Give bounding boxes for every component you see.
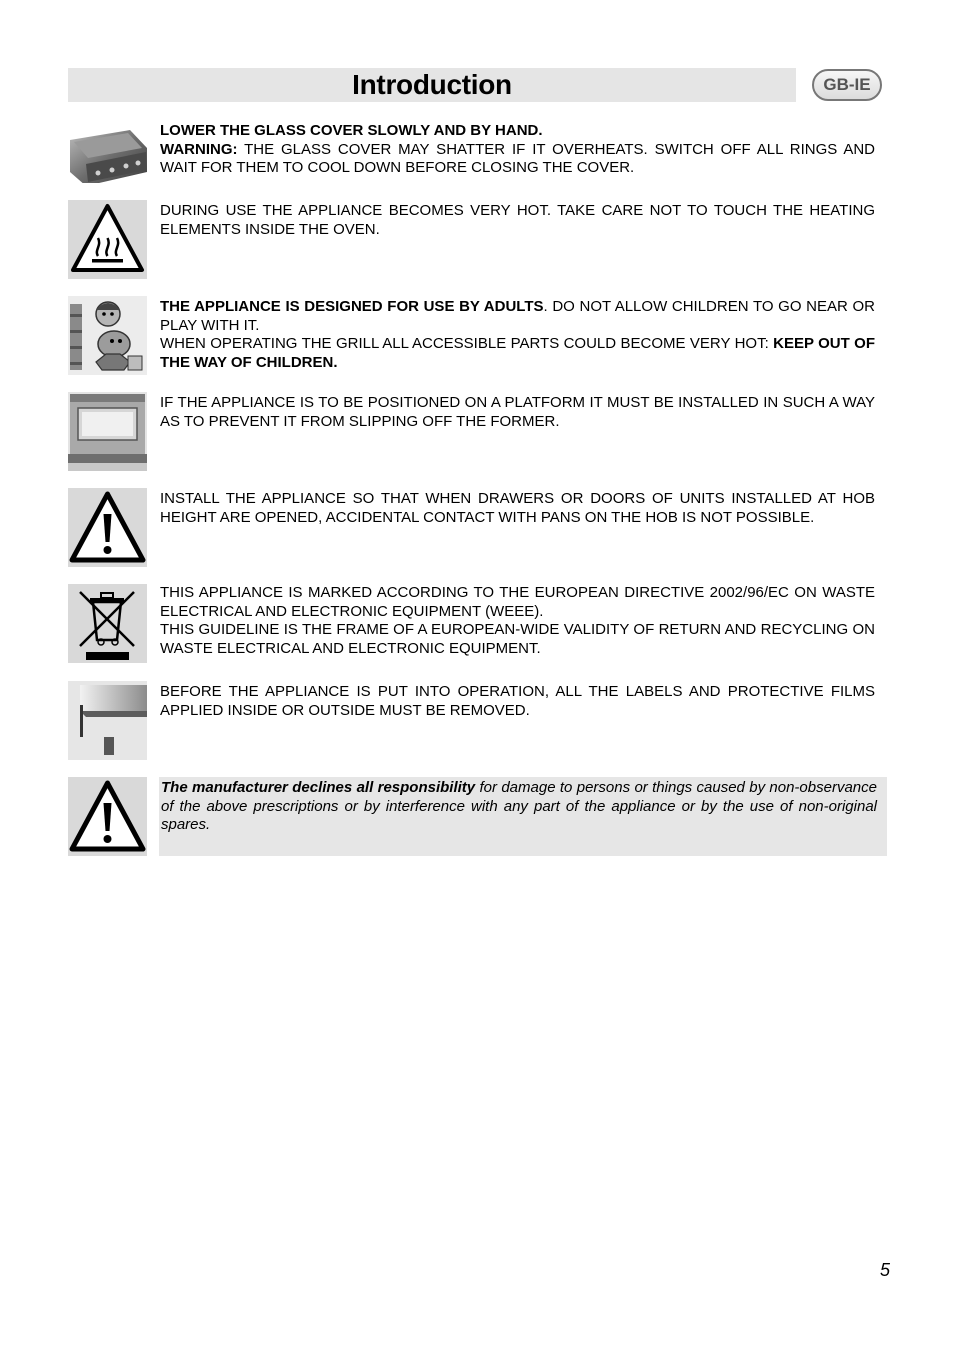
children-icon <box>68 296 147 375</box>
warning-label: WARNING: <box>160 140 238 158</box>
page-title: Introduction <box>352 69 512 100</box>
language-badge: GB-IE <box>812 69 882 101</box>
hot-surface-text: DURING USE THE APPLIANCE BECOMES VERY HOT. TAKE CARE NOT TO TOUCH THE HEATING ELEMENTS INSIDE THE OVEN. <box>160 202 875 238</box>
glass-cover-warning-text: THE GLASS COVER MAY SHATTER IF IT OVERHEATS. SWITCH OFF ALL RINGS AND WAIT FOR THEM TO COOL DOWN BEFORE CLOSING THE COVER. <box>160 140 875 176</box>
disclaimer-text: for damage to persons or things caused by non-observance of the above prescriptions or by interference with any part of the appliance or by the use of non-original spares. <box>161 779 877 833</box>
page-number: 5 <box>879 1260 890 1280</box>
weee-text-a: THIS APPLIANCE IS MARKED ACCORDING TO THE EUROPEAN DIRECTIVE 2002/96/EC ON WASTE ELECTRICAL AND ELECTRONIC EQUIPMENT (WEEE). <box>160 584 875 620</box>
warning-triangle-icon <box>68 488 147 567</box>
platform-text: IF THE APPLIANCE IS TO BE POSITIONED ON A PLATFORM IT MUST BE INSTALLED IN SUCH A WAY AS TO PREVENT IT FROM SLIPPING OFF THE FORMER. <box>160 394 875 430</box>
protective-film-text: BEFORE THE APPLIANCE IS PUT INTO OPERATION, ALL THE LABELS AND PROTECTIVE FILMS APPLIED INSIDE OR OUTSIDE MUST BE REMOVED. <box>160 683 875 719</box>
weee-text-b: THIS GUIDELINE IS THE FRAME OF A EUROPEAN-WIDE VALIDITY OF RETURN AND RECYCLING ON WASTE ELECTRICAL AND ELECTRONIC EQUIPMENT. <box>160 621 875 657</box>
weee-crossed-bin-icon <box>68 584 147 663</box>
glass-cover-icon <box>68 120 147 183</box>
adults-only-lead: THE APPLIANCE IS DESIGNED FOR USE BY ADULTS <box>160 298 544 315</box>
disclaimer-lead: The manufacturer declines all responsibility <box>161 779 476 796</box>
children-text-b: WHEN OPERATING THE GRILL ALL ACCESSIBLE PARTS COULD BECOME VERY HOT: <box>160 335 774 352</box>
warning-triangle-icon <box>68 777 147 856</box>
protective-film-icon <box>68 681 147 760</box>
children-bold-tail: KEEP OUT OF THE WAY OF CHILDREN. <box>160 335 876 371</box>
platform-icon <box>68 392 147 471</box>
glass-cover-heading: LOWER THE GLASS COVER SLOWLY AND BY HAND. <box>160 122 543 139</box>
hot-surface-icon <box>68 200 147 279</box>
install-hob-text: INSTALL THE APPLIANCE SO THAT WHEN DRAWERS OR DOORS OF UNITS INSTALLED AT HOB HEIGHT ARE OPENED, ACCIDENTAL CONTACT WITH PANS ON THE HOB IS NOT POSSIBLE. <box>160 490 875 526</box>
children-text-a: . DO NOT ALLOW CHILDREN TO GO NEAR OR PLAY WITH IT. <box>160 298 876 334</box>
